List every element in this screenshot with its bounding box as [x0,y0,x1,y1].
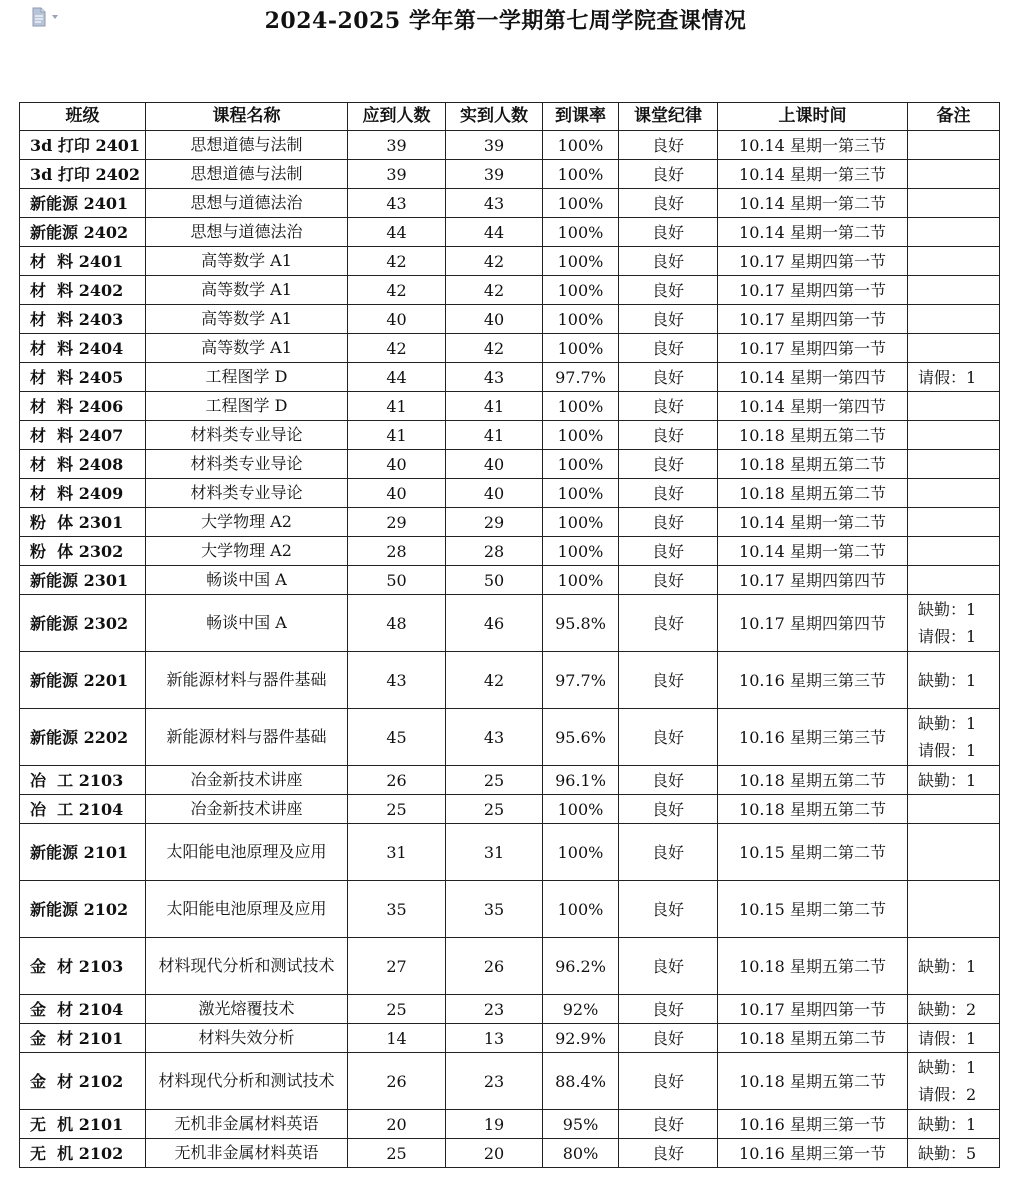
header-time: 上课时间 [718,103,908,131]
cell-discipline: 良好 [619,1110,718,1139]
cell-course: 畅谈中国 A [146,566,348,595]
table-row [20,131,1000,160]
cell-actual: 42 [446,247,543,276]
cell-actual: 42 [446,652,543,709]
cell-actual: 41 [446,421,543,450]
cell-note: 缺勤：1 请假：2 [908,1053,1000,1110]
cell-expected: 43 [348,652,446,709]
cell-rate: 100% [543,276,619,305]
cell-note [908,566,1000,595]
cell-expected: 45 [348,709,446,766]
table-row [20,881,1000,938]
cell-class: 材 料 2406 [20,392,146,421]
cell-expected: 25 [348,1139,446,1168]
table-row [20,392,1000,421]
cell-class: 3d 打印 2401 [20,131,146,160]
table-row [20,160,1000,189]
cell-discipline: 良好 [619,652,718,709]
table-row [20,421,1000,450]
header-rate: 到课率 [543,103,619,131]
header-row [20,103,1000,131]
cell-time: 10.14 星期一第二节 [718,508,908,537]
cell-class: 新能源 2401 [20,189,146,218]
cell-time: 10.16 星期三第三节 [718,652,908,709]
cell-discipline: 良好 [619,479,718,508]
cell-time: 10.17 星期四第四节 [718,595,908,652]
table-row [20,595,1000,652]
cell-time: 10.14 星期一第二节 [718,189,908,218]
cell-course: 思想与道德法治 [146,189,348,218]
cell-discipline: 良好 [619,566,718,595]
cell-class: 无 机 2101 [20,1110,146,1139]
cell-actual: 40 [446,479,543,508]
cell-actual: 26 [446,938,543,995]
cell-discipline: 良好 [619,1024,718,1053]
cell-rate: 97.7% [543,363,619,392]
cell-note: 缺勤：1 [908,766,1000,795]
cell-discipline: 良好 [619,450,718,479]
cell-time: 10.17 星期四第一节 [718,276,908,305]
cell-rate: 100% [543,160,619,189]
cell-expected: 28 [348,537,446,566]
cell-course: 材料类专业导论 [146,479,348,508]
table-row [20,450,1000,479]
cell-class: 无 机 2102 [20,1139,146,1168]
cell-time: 10.18 星期五第二节 [718,450,908,479]
cell-course: 新能源材料与器件基础 [146,652,348,709]
cell-time: 10.15 星期二第二节 [718,881,908,938]
cell-rate: 95.8% [543,595,619,652]
table-row [20,363,1000,392]
cell-class: 材 料 2402 [20,276,146,305]
cell-actual: 28 [446,537,543,566]
cell-course: 冶金新技术讲座 [146,795,348,824]
cell-expected: 40 [348,450,446,479]
cell-time: 10.17 星期四第一节 [718,305,908,334]
cell-discipline: 良好 [619,795,718,824]
cell-note [908,305,1000,334]
header-class: 班级 [20,103,146,131]
cell-note: 缺勤：1 [908,938,1000,995]
cell-class: 新能源 2102 [20,881,146,938]
cell-class: 材 料 2408 [20,450,146,479]
cell-time: 10.18 星期五第二节 [718,479,908,508]
cell-rate: 100% [543,566,619,595]
table-row [20,995,1000,1024]
cell-actual: 13 [446,1024,543,1053]
cell-course: 冶金新技术讲座 [146,766,348,795]
cell-class: 金 材 2102 [20,1053,146,1110]
cell-expected: 27 [348,938,446,995]
table-row [20,824,1000,881]
cell-discipline: 良好 [619,938,718,995]
cell-note: 缺勤：1 请假：1 [908,595,1000,652]
cell-course: 高等数学 A1 [146,247,348,276]
cell-rate: 88.4% [543,1053,619,1110]
cell-course: 材料类专业导论 [146,450,348,479]
cell-expected: 14 [348,1024,446,1053]
cell-actual: 23 [446,1053,543,1110]
cell-expected: 26 [348,766,446,795]
cell-note [908,276,1000,305]
cell-class: 材 料 2403 [20,305,146,334]
cell-rate: 80% [543,1139,619,1168]
cell-course: 思想道德与法制 [146,160,348,189]
cell-expected: 31 [348,824,446,881]
header-discipline: 课堂纪律 [619,103,718,131]
cell-discipline: 良好 [619,363,718,392]
cell-expected: 39 [348,131,446,160]
cell-expected: 48 [348,595,446,652]
cell-time: 10.16 星期三第一节 [718,1110,908,1139]
cell-course: 大学物理 A2 [146,537,348,566]
cell-course: 太阳能电池原理及应用 [146,824,348,881]
cell-class: 3d 打印 2402 [20,160,146,189]
cell-class: 金 材 2101 [20,1024,146,1053]
cell-note: 请假：1 [908,363,1000,392]
cell-time: 10.18 星期五第二节 [718,766,908,795]
cell-time: 10.18 星期五第二节 [718,795,908,824]
cell-discipline: 良好 [619,508,718,537]
cell-course: 材料现代分析和测试技术 [146,938,348,995]
table-row [20,305,1000,334]
table-row [20,189,1000,218]
cell-expected: 25 [348,795,446,824]
page-title: 2024-2025 学年第一学期第七周学院查课情况 [264,8,747,34]
cell-course: 无机非金属材料英语 [146,1139,348,1168]
cell-note: 缺勤：1 请假：1 [908,709,1000,766]
cell-expected: 41 [348,392,446,421]
cell-discipline: 良好 [619,189,718,218]
cell-discipline: 良好 [619,276,718,305]
cell-discipline: 良好 [619,595,718,652]
table-row [20,1053,1000,1110]
cell-time: 10.18 星期五第二节 [718,1053,908,1110]
cell-course: 思想道德与法制 [146,131,348,160]
table-row [20,1110,1000,1139]
cell-time: 10.15 星期二第二节 [718,824,908,881]
cell-note: 请假：1 [908,1024,1000,1053]
cell-rate: 100% [543,218,619,247]
cell-course: 激光熔覆技术 [146,995,348,1024]
cell-note [908,247,1000,276]
cell-note [908,881,1000,938]
cell-rate: 100% [543,479,619,508]
cell-course: 材料失效分析 [146,1024,348,1053]
cell-time: 10.17 星期四第一节 [718,995,908,1024]
cell-rate: 100% [543,824,619,881]
cell-course: 太阳能电池原理及应用 [146,881,348,938]
cell-discipline: 良好 [619,709,718,766]
cell-time: 10.17 星期四第四节 [718,566,908,595]
cell-actual: 19 [446,1110,543,1139]
cell-actual: 20 [446,1139,543,1168]
cell-discipline: 良好 [619,160,718,189]
cell-note [908,508,1000,537]
cell-course: 大学物理 A2 [146,508,348,537]
cell-rate: 96.1% [543,766,619,795]
course-check-table [19,102,1000,1168]
cell-time: 10.16 星期三第三节 [718,709,908,766]
cell-rate: 100% [543,334,619,363]
cell-course: 畅谈中国 A [146,595,348,652]
cell-course: 新能源材料与器件基础 [146,709,348,766]
cell-discipline: 良好 [619,766,718,795]
cell-discipline: 良好 [619,1139,718,1168]
cell-rate: 96.2% [543,938,619,995]
table-row [20,508,1000,537]
cell-discipline: 良好 [619,392,718,421]
cell-course: 高等数学 A1 [146,334,348,363]
cell-rate: 100% [543,189,619,218]
cell-actual: 25 [446,766,543,795]
cell-note [908,795,1000,824]
table-row [20,1024,1000,1053]
cell-rate: 100% [543,508,619,537]
cell-expected: 50 [348,566,446,595]
cell-note [908,334,1000,363]
cell-time: 10.14 星期一第三节 [718,160,908,189]
cell-note [908,131,1000,160]
header-expected: 应到人数 [348,103,446,131]
cell-course: 无机非金属材料英语 [146,1110,348,1139]
cell-discipline: 良好 [619,1053,718,1110]
cell-time: 10.14 星期一第四节 [718,392,908,421]
cell-actual: 23 [446,995,543,1024]
cell-time: 10.18 星期五第二节 [718,938,908,995]
cell-time: 10.18 星期五第二节 [718,421,908,450]
cell-class: 新能源 2101 [20,824,146,881]
cell-note [908,189,1000,218]
table-row [20,709,1000,766]
cell-discipline: 良好 [619,334,718,363]
cell-expected: 20 [348,1110,446,1139]
table-body [20,131,1000,1168]
cell-course: 材料类专业导论 [146,421,348,450]
cell-actual: 46 [446,595,543,652]
cell-note [908,160,1000,189]
cell-class: 金 材 2103 [20,938,146,995]
cell-note [908,824,1000,881]
cell-expected: 35 [348,881,446,938]
cell-discipline: 良好 [619,881,718,938]
cell-actual: 31 [446,824,543,881]
cell-class: 新能源 2202 [20,709,146,766]
cell-rate: 100% [543,247,619,276]
cell-discipline: 良好 [619,247,718,276]
cell-class: 新能源 2301 [20,566,146,595]
cell-rate: 100% [543,131,619,160]
cell-discipline: 良好 [619,218,718,247]
cell-expected: 26 [348,1053,446,1110]
cell-actual: 25 [446,795,543,824]
header-note: 备注 [908,103,1000,131]
cell-time: 10.14 星期一第二节 [718,218,908,247]
cell-course: 工程图学 D [146,363,348,392]
table-row [20,247,1000,276]
header-course: 课程名称 [146,103,348,131]
cell-expected: 39 [348,160,446,189]
cell-time: 10.14 星期一第四节 [718,363,908,392]
header-actual: 实到人数 [446,103,543,131]
table-row [20,938,1000,995]
cell-expected: 29 [348,508,446,537]
cell-rate: 92.9% [543,1024,619,1053]
cell-rate: 100% [543,881,619,938]
cell-course: 思想与道德法治 [146,218,348,247]
cell-discipline: 良好 [619,421,718,450]
cell-expected: 40 [348,305,446,334]
table-row [20,652,1000,709]
cell-note [908,479,1000,508]
cell-note [908,537,1000,566]
cell-note [908,392,1000,421]
cell-actual: 35 [446,881,543,938]
cell-time: 10.16 星期三第一节 [718,1139,908,1168]
cell-class: 冶 工 2104 [20,795,146,824]
table-row [20,334,1000,363]
cell-actual: 43 [446,363,543,392]
cell-rate: 95.6% [543,709,619,766]
cell-actual: 50 [446,566,543,595]
cell-course: 材料现代分析和测试技术 [146,1053,348,1110]
cell-expected: 42 [348,276,446,305]
cell-expected: 42 [348,334,446,363]
cell-actual: 43 [446,709,543,766]
cell-time: 10.14 星期一第三节 [718,131,908,160]
cell-expected: 43 [348,189,446,218]
cell-note: 缺勤：1 [908,652,1000,709]
cell-course: 高等数学 A1 [146,305,348,334]
cell-course: 高等数学 A1 [146,276,348,305]
cell-class: 金 材 2104 [20,995,146,1024]
cell-note [908,218,1000,247]
table-row [20,218,1000,247]
cell-rate: 100% [543,392,619,421]
cell-expected: 41 [348,421,446,450]
table-row [20,537,1000,566]
cell-class: 冶 工 2103 [20,766,146,795]
cell-discipline: 良好 [619,305,718,334]
cell-discipline: 良好 [619,131,718,160]
cell-rate: 100% [543,421,619,450]
cell-actual: 44 [446,218,543,247]
cell-discipline: 良好 [619,537,718,566]
table-row [20,276,1000,305]
cell-actual: 42 [446,334,543,363]
cell-time: 10.17 星期四第一节 [718,247,908,276]
cell-actual: 40 [446,305,543,334]
cell-rate: 95% [543,1110,619,1139]
cell-course: 工程图学 D [146,392,348,421]
cell-rate: 92% [543,995,619,1024]
cell-time: 10.14 星期一第二节 [718,537,908,566]
cell-expected: 44 [348,218,446,247]
cell-class: 新能源 2201 [20,652,146,709]
table-row [20,766,1000,795]
cell-expected: 40 [348,479,446,508]
cell-class: 材 料 2401 [20,247,146,276]
cell-note: 缺勤：2 [908,995,1000,1024]
cell-class: 材 料 2409 [20,479,146,508]
cell-class: 材 料 2407 [20,421,146,450]
cell-expected: 25 [348,995,446,1024]
cell-time: 10.17 星期四第一节 [718,334,908,363]
cell-class: 新能源 2402 [20,218,146,247]
cell-rate: 100% [543,450,619,479]
cell-expected: 44 [348,363,446,392]
cell-discipline: 良好 [619,824,718,881]
cell-note [908,450,1000,479]
cell-note: 缺勤：5 [908,1139,1000,1168]
cell-actual: 39 [446,160,543,189]
cell-note: 缺勤：1 [908,1110,1000,1139]
cell-class: 材 料 2405 [20,363,146,392]
cell-actual: 29 [446,508,543,537]
cell-discipline: 良好 [619,995,718,1024]
cell-time: 10.18 星期五第二节 [718,1024,908,1053]
table-row [20,795,1000,824]
cell-actual: 42 [446,276,543,305]
cell-rate: 100% [543,305,619,334]
table-row [20,566,1000,595]
cell-actual: 39 [446,131,543,160]
table-row [20,1139,1000,1168]
cell-actual: 40 [446,450,543,479]
cell-actual: 43 [446,189,543,218]
cell-class: 粉 体 2301 [20,508,146,537]
cell-expected: 42 [348,247,446,276]
cell-class: 新能源 2302 [20,595,146,652]
cell-class: 材 料 2404 [20,334,146,363]
cell-rate: 97.7% [543,652,619,709]
cell-rate: 100% [543,795,619,824]
cell-actual: 41 [446,392,543,421]
cell-rate: 100% [543,537,619,566]
cell-class: 粉 体 2302 [20,537,146,566]
table-row [20,479,1000,508]
cell-note [908,421,1000,450]
